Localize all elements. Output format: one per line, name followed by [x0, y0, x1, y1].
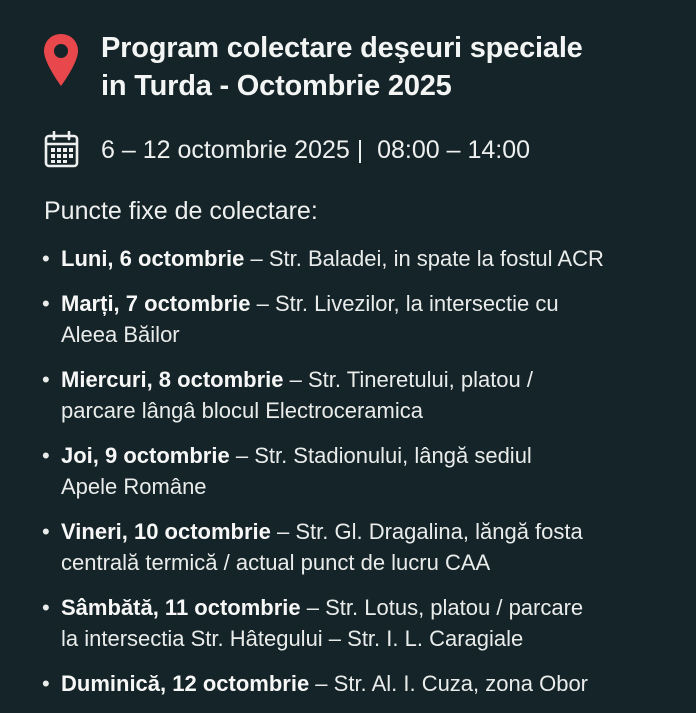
collection-points-list [40, 243, 690, 713]
map-pin-hole [54, 44, 68, 58]
item-separator: – [270, 519, 296, 544]
bullet: • [42, 291, 50, 316]
item-day: Marți, 7 octombrie [61, 291, 251, 316]
calendar-icon [44, 131, 79, 168]
item-day: Luni, 6 octombrie [61, 246, 245, 271]
list-item [40, 243, 690, 274]
map-pin-shape [44, 34, 78, 86]
item-location-cont: parcare lângâ blocul Electroceramica [61, 398, 423, 423]
bullet: • [42, 443, 50, 468]
title-line-2: in Turda - Octombrie 2025 [101, 70, 452, 102]
bullet: • [42, 595, 50, 620]
item-location: Str. Lotus, platou / parcare [325, 595, 584, 620]
item-separator: – [244, 246, 269, 271]
item-day: Sâmbătă, 11 octombrie [61, 595, 301, 620]
list-item [40, 516, 690, 578]
item-location: Str. Stadionului, lângă sediul [254, 443, 532, 468]
item-separator: – [229, 443, 255, 468]
list-item [40, 364, 690, 426]
list-item [40, 592, 690, 654]
item-day: Vineri, 10 octombrie [61, 519, 271, 544]
item-location-cont: Aleea Băilor [61, 322, 180, 347]
page-title [101, 29, 681, 105]
item-separator: – [250, 291, 275, 316]
item-location: Str. Al. I. Cuza, zona Obor [333, 671, 588, 696]
list-item [40, 440, 690, 502]
bullet: • [42, 246, 50, 271]
list-item [40, 288, 690, 350]
item-separator: – [309, 671, 334, 696]
bullet: • [42, 367, 50, 392]
item-location: Str. Baladei, in spate la fostul ACR [268, 246, 604, 271]
map-pin-icon [42, 33, 80, 87]
item-location: Str. Livezilor, la intersectie cu [274, 291, 559, 316]
section-heading: Puncte fixe de colectare: [44, 197, 318, 225]
item-separator: – [283, 367, 308, 392]
item-day: Duminică, 12 octombrie [61, 671, 310, 696]
item-location-cont: la intersectia Str. Hâtegului – Str. I. L. Caragiale [61, 626, 524, 651]
bullet: • [42, 519, 50, 544]
schedule-dates: 6 – 12 octombrie 2025 | 08:00 – 14:00 [101, 136, 531, 164]
list-item [40, 668, 690, 699]
item-location-cont: Apele Române [61, 474, 207, 499]
item-location-cont: centrală termică / actual punct de lucru CAA [61, 550, 491, 575]
bullet: • [42, 671, 50, 696]
title-line-1: Program colectare deşeuri speciale [101, 32, 583, 64]
item-location: Str. Tineretului, platou / [307, 367, 534, 392]
item-location: Str. Gl. Dragalina, lăngă fosta [295, 519, 583, 544]
item-day: Joi, 9 octombrie [61, 443, 230, 468]
item-day: Miercuri, 8 octombrie [61, 367, 284, 392]
item-separator: – [300, 595, 326, 620]
